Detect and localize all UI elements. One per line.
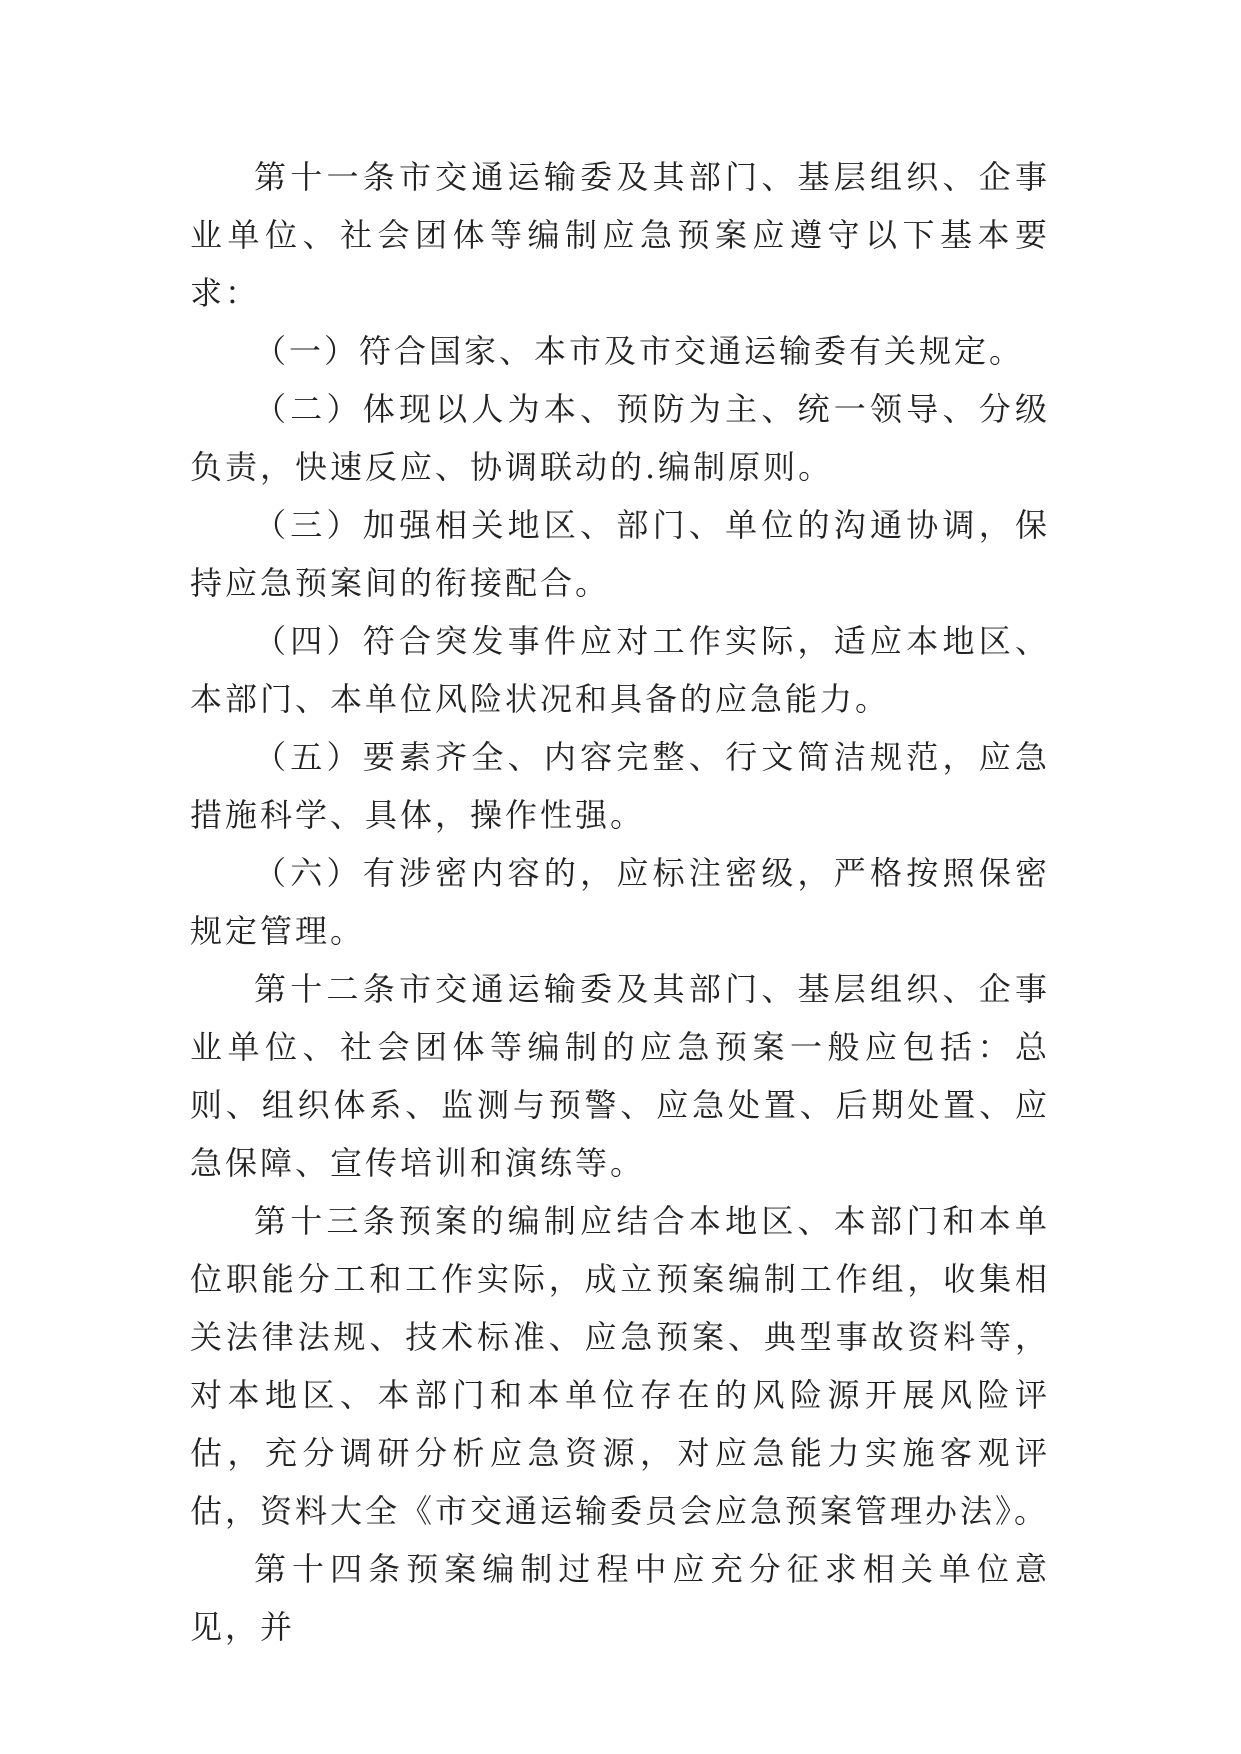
paragraph-article-13: 第十三条预案的编制应结合本地区、本部门和本单位职能分工和工作实际，成立预案编制工作组，收集相关法律法规、技术标准、应急预案、典型事故资料等，对本地区、本部门和本单位存在的风险源开展风险评估，充分调研分析应急资源，对应急能力实施客观评估，资料大全《市交通运输委员会应急预案管理办法》。	[190, 1202, 1050, 1530]
paragraph-item-3: （三）加强相关地区、部门、单位的沟通协调，保持应急预案间的衔接配合。	[190, 506, 1050, 602]
paragraph-item-1: （一）符合国家、本市及市交通运输委有关规定。	[254, 332, 1025, 370]
document-body	[190, 148, 1050, 1656]
paragraph-item-5: （五）要素齐全、内容完整、行文简洁规范，应急措施科学、具体，操作性强。	[190, 738, 1050, 834]
paragraph-item-2: （二）体现以人为本、预防为主、统一领导、分级负责，快速反应、协调联动的.编制原则。	[190, 390, 1050, 486]
paragraph-article-12: 第十二条市交通运输委及其部门、基层组织、企事业单位、社会团体等编制的应急预案一般应包括：总则、组织体系、监测与预警、应急处置、后期处置、应急保障、宣传培训和演练等。	[190, 970, 1050, 1182]
paragraph-article-11: 第十一条市交通运输委及其部门、基层组织、企事业单位、社会团体等编制应急预案应遵守以下基本要求：	[190, 158, 1050, 312]
paragraph-item-4: （四）符合突发事件应对工作实际，适应本地区、本部门、本单位风险状况和具备的应急能力。	[190, 622, 1050, 718]
paragraph-item-6: （六）有涉密内容的，应标注密级，严格按照保密规定管理。	[190, 854, 1050, 950]
paragraph-article-14: 第十四条预案编制过程中应充分征求相关单位意见，并	[190, 1550, 1050, 1646]
